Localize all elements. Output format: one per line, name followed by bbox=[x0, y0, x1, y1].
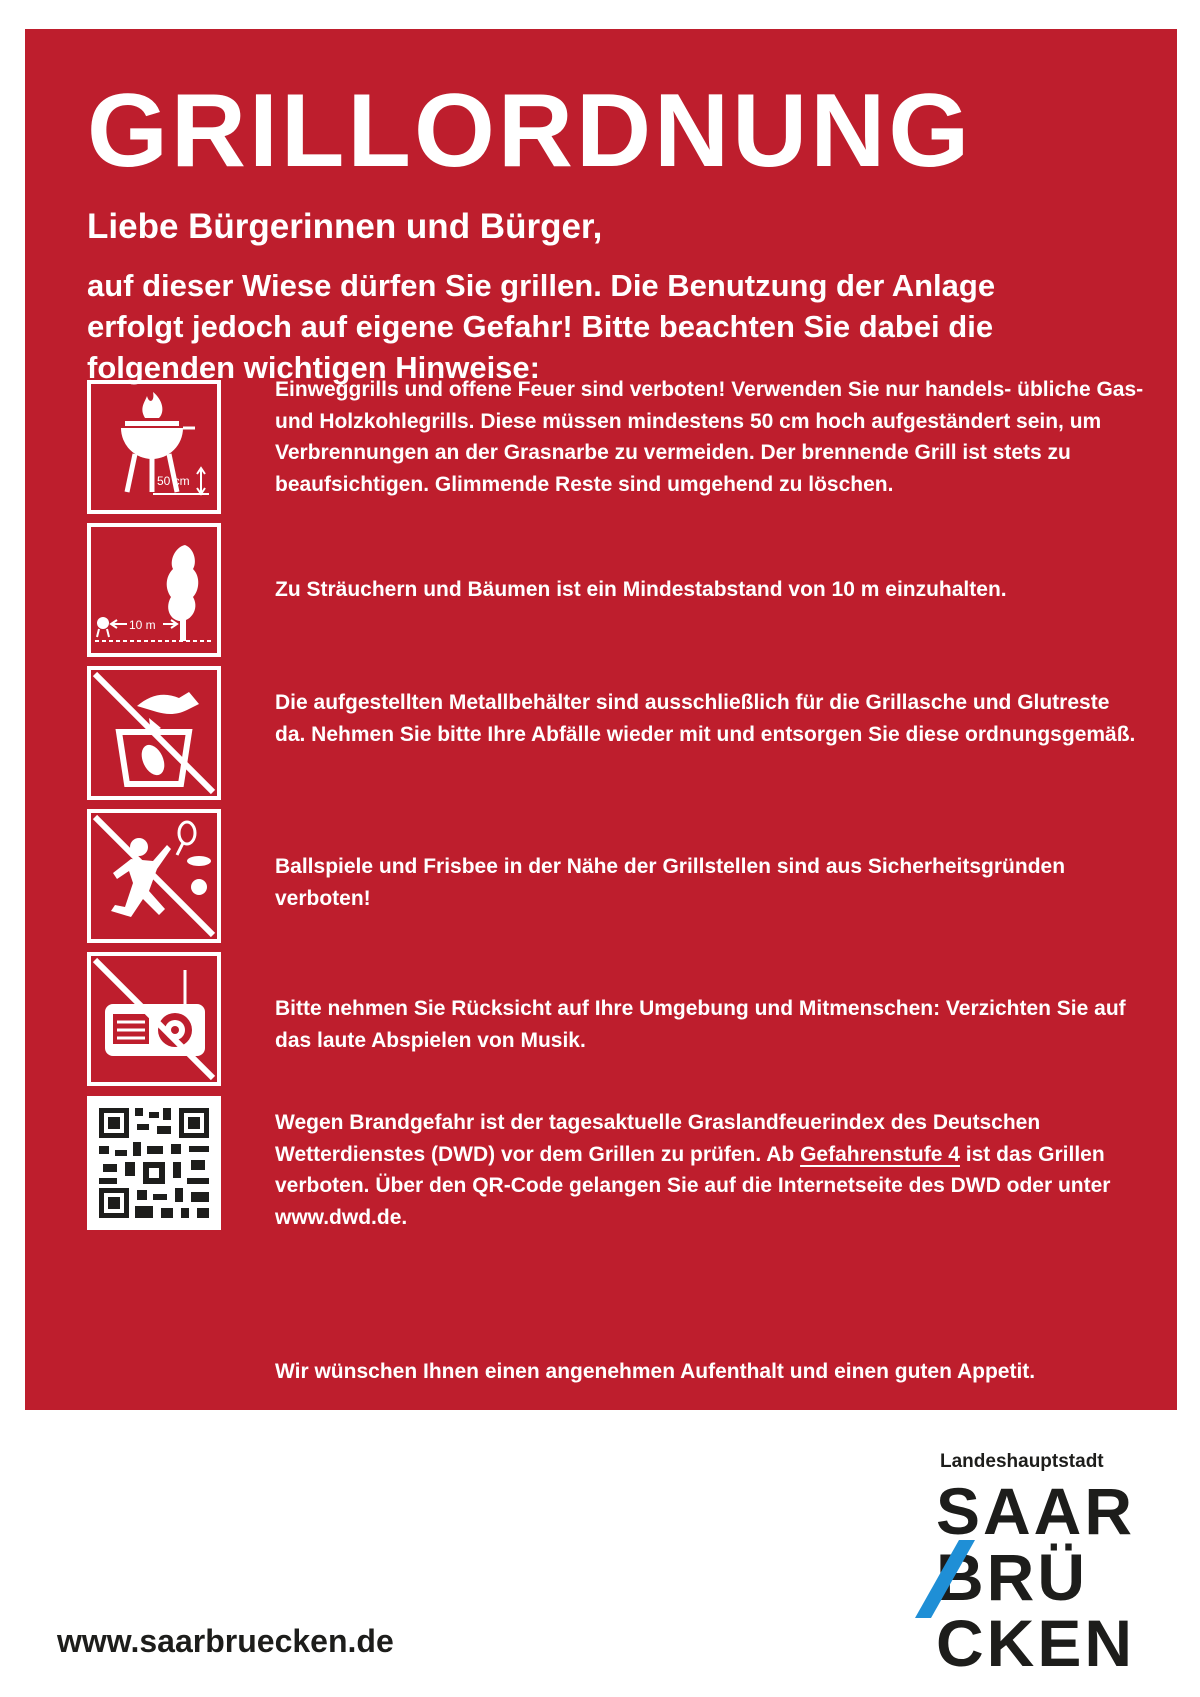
logo-line-1: SAAR bbox=[936, 1474, 1136, 1548]
no-ball-games-icon bbox=[87, 809, 221, 943]
rule-text-6 bbox=[275, 1107, 1145, 1233]
closing-text: Wir wünschen Ihnen einen angenehmen Aufenthalt und einen guten Appetit. bbox=[275, 1360, 1036, 1383]
footer-url[interactable]: www.saarbruecken.de bbox=[57, 1623, 394, 1659]
rule-text-2: Zu Sträuchern und Bäumen ist ein Mindestabstand von 10 m einzuhalten. bbox=[275, 578, 1007, 601]
grill-height-icon bbox=[87, 380, 221, 514]
tree-distance-icon bbox=[87, 523, 221, 657]
tree-distance-label: 10 m bbox=[129, 618, 156, 632]
logo-line-3: CKEN bbox=[936, 1606, 1136, 1680]
poster-title: GRILLORDNUNG bbox=[87, 73, 973, 189]
logo-label: Landeshauptstadt bbox=[940, 1451, 1104, 1472]
intro-text: auf dieser Wiese dürfen Sie grillen. Die Benutzung der Anlage erfolgt jedoch auf eigene Gefahr! Bitte beachten Sie dabei die folgenden wichtigen Hinweise: bbox=[87, 268, 996, 385]
gefahrenstufe-link[interactable]: Gefahrenstufe 4 bbox=[800, 1142, 960, 1166]
rule-text-6-after: ist das Grillen verboten. Über den QR-Code gelangen Sie auf die Internetseite des DWD oder unter www.dwd.de. bbox=[275, 1142, 1111, 1229]
greeting: Liebe Bürgerinnen und Bürger, bbox=[87, 207, 603, 246]
qr-code-icon[interactable] bbox=[87, 1096, 221, 1230]
rule-text-6-before: Wegen Brandgefahr ist der tagesaktuelle Graslandfeuerindex des Deutschen Wetterdienstes (DWD) vor dem Grillen zu prüfen. Ab bbox=[275, 1111, 1041, 1166]
rule-text-5: Bitte nehmen Sie Rücksicht auf Ihre Umgebung und Mitmenschen: Verzichten Sie auf das laute Abspielen von Musik. bbox=[275, 997, 1126, 1052]
logo-stripe-icon bbox=[915, 1540, 975, 1630]
logo-line-2: BRÜ bbox=[936, 1540, 1088, 1614]
rule-text-3: Die aufgestellten Metallbehälter sind ausschließlich für die Grillasche und Glutreste da. Nehmen Sie bitte Ihre Abfälle wieder mit und entsorgen Sie diese ordnungsgemäß. bbox=[275, 691, 1136, 746]
poster-panel bbox=[25, 29, 1177, 1410]
no-radio-icon bbox=[87, 952, 221, 1086]
no-waste-icon bbox=[87, 666, 221, 800]
rule-text-4: Ballspiele und Frisbee in der Nähe der Grillstellen sind aus Sicherheitsgründen verboten! bbox=[275, 855, 1066, 910]
rule-text-1: Einweggrills und offene Feuer sind verboten! Verwenden Sie nur handels- übliche Gas- und Holzkohlegrills. Diese müssen mindestens 50 cm hoch aufgeständert sein, um Verbrennungen an der Grasnarbe zu vermeiden. Der brennende Grill ist stets zu beaufsichtigen. Glimmende Reste sind umgehend zu löschen. bbox=[275, 378, 1144, 496]
grill-height-label: 50 cm bbox=[157, 474, 190, 488]
